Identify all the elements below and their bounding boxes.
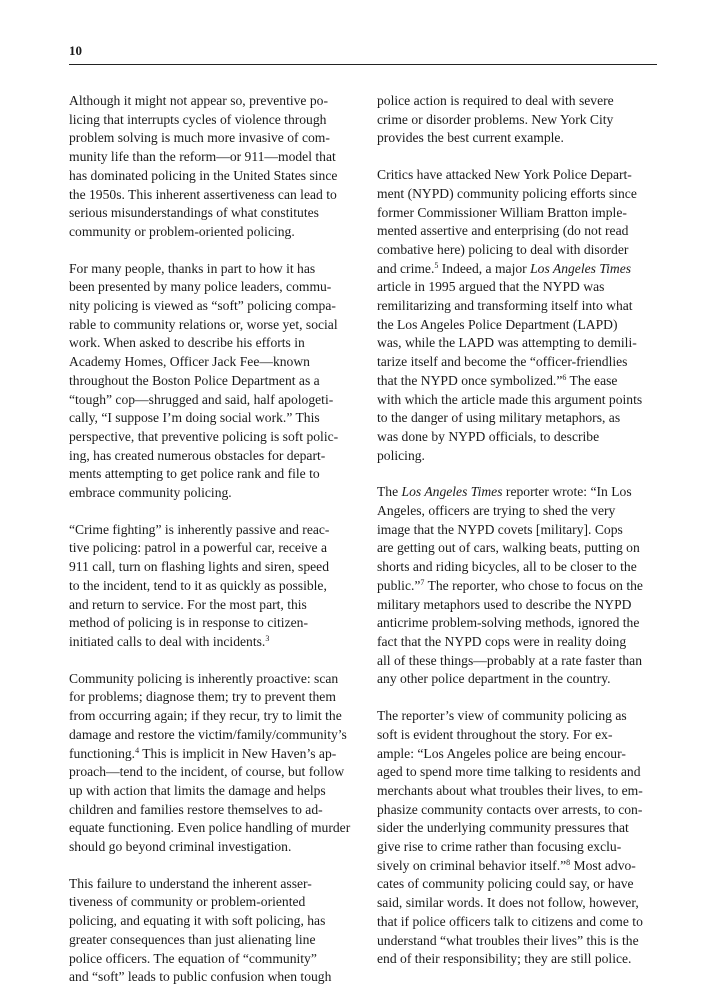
text-line: was done by NYPD officials, to describe	[377, 428, 600, 444]
right-paragraph-1	[377, 92, 659, 148]
text-run: public.”	[377, 577, 421, 593]
text-line: give rise to crime rather than focusing exclu-	[377, 839, 622, 855]
text-line: For many people, thanks in part to how it has	[69, 260, 316, 276]
text-line: Critics have attacked New York Police Depart-	[377, 167, 632, 183]
text-line: the Los Angeles Police Department (LAPD)	[377, 316, 618, 332]
text-line: nity policing is viewed as “soft” policing compa-	[69, 298, 336, 314]
text-line: children and families restore themselves to ad-	[69, 801, 323, 817]
left-paragraph-1	[69, 92, 357, 242]
text-line: the 1950s. This inherent assertiveness can lead to	[69, 186, 337, 202]
right-paragraph-3	[377, 483, 659, 689]
text-line	[377, 483, 659, 502]
text-line: and “soft” leads to public confusion when tough	[69, 969, 332, 985]
text-run: reporter wrote: “In Los	[502, 484, 632, 500]
text-line	[377, 372, 659, 391]
text-line: embrace community policing.	[69, 485, 232, 501]
footnote-ref: 5	[434, 260, 439, 270]
left-paragraph-2	[69, 260, 357, 503]
text-line: “Crime fighting” is inherently passive and reac-	[69, 521, 330, 537]
text-line	[377, 260, 659, 279]
text-line: sider the underlying community pressures that	[377, 820, 629, 836]
text-run: sively on criminal behavior itself.”	[377, 857, 567, 873]
text-line: said, similar words. It does not follow, however,	[377, 895, 639, 911]
text-line: tiveness of community or problem-oriented	[69, 894, 306, 910]
publication-title: Los Angeles Times	[530, 260, 632, 276]
text-line: Academy Homes, Officer Jack Fee—known	[69, 354, 310, 370]
text-line: fact that the NYPD cops were in reality doing	[377, 633, 627, 649]
text-line: phasize community contacts over arrests, to con-	[377, 801, 643, 817]
text-line: was, while the LAPD was attempting to demili-	[377, 335, 637, 351]
text-line: has dominated policing in the United States since	[69, 167, 338, 183]
text-run: functioning.	[69, 745, 136, 761]
text-run: The reporter, who chose to focus on the	[424, 577, 643, 593]
text-line: community or problem-oriented policing.	[69, 223, 295, 239]
left-paragraph-4	[69, 670, 357, 857]
text-line: been presented by many police leaders, commu-	[69, 279, 332, 295]
text-line: should go beyond criminal investigation.	[69, 839, 292, 855]
text-line: police action is required to deal with severe	[377, 93, 614, 108]
text-line: “tough” cop—shrugged and said, half apologeti-	[69, 391, 334, 407]
text-line: crime or disorder problems. New York City	[377, 111, 614, 127]
text-line: problem solving is much more invasive of com-	[69, 130, 330, 146]
text-line: up with action that limits the damage and helps	[69, 782, 326, 798]
text-line: remilitarizing and transforming itself into what	[377, 298, 633, 314]
text-run: and crime.	[377, 260, 435, 276]
text-line: combative here) policing to deal with disorder	[377, 241, 629, 257]
text-line: cally, “I suppose I’m doing social work.” This	[69, 410, 320, 426]
text-line: ment (NYPD) community policing efforts since	[377, 185, 637, 201]
text-line	[69, 633, 357, 652]
text-line	[377, 857, 659, 876]
text-line: merchants about what troubles their lives, to em-	[377, 782, 643, 798]
text-line: Although it might not appear so, preventive po-	[69, 93, 328, 108]
text-run: initiated calls to deal with incidents.	[69, 633, 266, 649]
text-line: tive policing: patrol in a powerful car, receive a	[69, 540, 328, 556]
text-line: rable to community relations or, worse yet, social	[69, 316, 338, 332]
text-line: to the danger of using military metaphors, as	[377, 410, 621, 426]
text-run: Indeed, a major	[438, 260, 531, 276]
text-line: military metaphors used to describe the NYPD	[377, 596, 632, 612]
text-line: and return to service. For the most part, this	[69, 596, 307, 612]
text-line: Community policing is inherently proactive: scan	[69, 670, 339, 686]
text-line: understand “what troubles their lives” this is the	[377, 932, 639, 948]
text-line: work. When asked to describe his efforts in	[69, 335, 305, 351]
right-column	[377, 92, 659, 969]
footnote-ref: 7	[420, 577, 425, 587]
text-line: for problems; diagnose them; try to prevent them	[69, 689, 336, 705]
text-line: equate functioning. Even police handling of murder	[69, 820, 351, 836]
footnote-ref: 3	[265, 633, 270, 643]
left-paragraph-5	[69, 875, 357, 987]
text-run: The ease	[566, 372, 618, 388]
left-paragraph-3	[69, 521, 357, 652]
text-line: method of policing is in response to citizen-	[69, 615, 308, 631]
text-line	[377, 577, 659, 596]
text-line: from occurring again; if they recur, try to limit the	[69, 708, 342, 724]
text-run: This is implicit in New Haven’s ap-	[139, 745, 337, 761]
left-column	[69, 92, 357, 987]
text-line: damage and restore the victim/family/community’s	[69, 726, 347, 742]
text-line: greater consequences than just alienating line	[69, 931, 316, 947]
publication-title: Los Angeles Times	[401, 484, 503, 500]
text-line: soft is evident throughout the story. For ex-	[377, 726, 613, 742]
page-number: 10	[69, 43, 82, 58]
text-line: This failure to understand the inherent asser-	[69, 875, 312, 891]
text-line: serious misunderstandings of what constitutes	[69, 205, 319, 221]
text-line: licing that interrupts cycles of violence through	[69, 111, 327, 127]
text-line: ing, has created numerous obstacles for depart-	[69, 447, 326, 463]
text-line: any other police department in the country.	[377, 671, 611, 687]
text-line: proach—tend to the incident, of course, but follow	[69, 764, 345, 780]
text-line: that if police officers talk to citizens and come to	[377, 913, 643, 929]
text-line: with which the article made this argument points	[377, 391, 643, 407]
text-line: shorts and riding bicycles, all to be closer to the	[377, 559, 637, 575]
footnote-ref: 6	[562, 372, 567, 382]
text-line: are getting out of cars, walking beats, putting on	[377, 540, 640, 556]
text-run: Most advo-	[570, 857, 636, 873]
text-line: policing, and equating it with soft policing, has	[69, 913, 326, 929]
footnote-ref: 4	[135, 745, 140, 755]
text-line: munity life than the reform—or 911—model that	[69, 149, 336, 165]
right-paragraph-4	[377, 707, 659, 969]
text-line: tarize itself and become the “officer-friendlies	[377, 354, 628, 370]
text-line: provides the best current example.	[377, 130, 564, 146]
text-line: all of these things—probably at a rate faster than	[377, 652, 642, 668]
text-line: throughout the Boston Police Department as a	[69, 372, 320, 388]
text-line: image that the NYPD covets [military]. Cops	[377, 521, 623, 537]
text-line: ments attempting to get police rank and file to	[69, 466, 320, 482]
footnote-ref: 8	[566, 857, 571, 867]
text-line: cates of community policing could say, or have	[377, 876, 634, 892]
right-paragraph-2	[377, 166, 659, 465]
text-line: policing.	[377, 447, 425, 463]
text-line: anticrime problem-solving methods, ignored the	[377, 615, 640, 631]
text-line: former Commissioner William Bratton imple-	[377, 204, 627, 220]
text-run: The	[377, 484, 402, 500]
text-line: Angeles, officers are trying to shed the very	[377, 503, 616, 519]
text-line: to the incident, tend to it as quickly as possible,	[69, 577, 327, 593]
text-line: perspective, that preventive policing is soft polic-	[69, 428, 339, 444]
text-line: police officers. The equation of “community”	[69, 950, 317, 966]
text-run: that the NYPD once symbolized.”	[377, 372, 563, 388]
text-line: 911 call, turn on flashing lights and siren, speed	[69, 559, 329, 575]
text-line: ample: “Los Angeles police are being encour-	[377, 745, 626, 761]
text-line: aged to spend more time talking to residents and	[377, 764, 641, 780]
text-line: article in 1995 argued that the NYPD was	[377, 279, 605, 295]
text-line	[69, 745, 357, 764]
text-line: end of their responsibility; they are still police.	[377, 951, 632, 967]
text-line: The reporter’s view of community policing as	[377, 708, 627, 724]
text-line: mented assertive and enterprising (do not read	[377, 223, 629, 239]
header-rule	[69, 64, 657, 65]
